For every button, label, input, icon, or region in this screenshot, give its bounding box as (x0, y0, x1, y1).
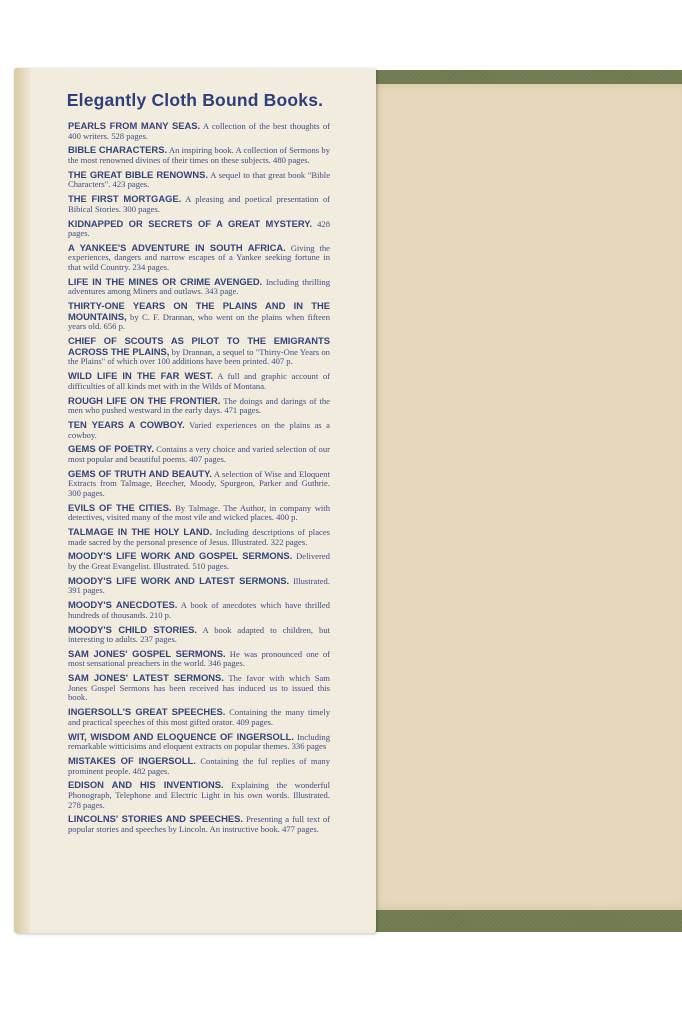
book-title: MOODY'S LIFE WORK AND GOSPEL SERMONS. (68, 550, 293, 562)
endpaper (370, 84, 682, 910)
book-description: A collection of the best thoughts of 400 writers. 528 pages. (68, 121, 330, 141)
book-entry (68, 194, 330, 214)
book-entry (68, 145, 330, 165)
book-title: LIFE IN THE MINES OR CRIME AVENGED. (68, 275, 263, 287)
book-title: EDISON AND HIS INVENTIONS. (68, 779, 224, 791)
book-entry (68, 576, 330, 596)
page-title: Elegantly Cloth Bound Books. (66, 90, 324, 110)
book-title: WIT, WISDOM AND ELOQUENCE OF INGERSOLL. (68, 730, 294, 742)
book-description: Containing the ful replies of many prominent people. 482 pages. (68, 755, 330, 776)
book-entry (68, 170, 330, 190)
book-entry (68, 503, 330, 523)
book-title: PEARLS FROM MANY SEAS. (68, 120, 201, 131)
book-entry (68, 396, 330, 416)
book-entry (68, 243, 330, 273)
book-entry (68, 371, 330, 391)
book-title: THE GREAT BIBLE RENOWNS. (68, 168, 208, 180)
book-entry (68, 551, 330, 571)
book-description: Including descriptions of places made sacred by the personal presence of Jesus. Illustrated. 322 pages. (68, 527, 330, 547)
book-description: Including thrilling adventures among Miners and outlaws. 343 page. (68, 276, 330, 297)
book-entry (68, 301, 330, 332)
book-entry (68, 732, 330, 752)
book-description: An inspiring book. A collection of Sermons by the most renowned divines of their times on these subjects. 480 pages. (68, 145, 330, 165)
book-description: Varied experiences on the plains as a cowboy. (68, 419, 330, 440)
book-title: BIBLE CHARACTERS. (68, 144, 168, 156)
book-title: CHIEF OF SCOUTS AS PILOT TO THE EMIGRANTS ACROSS THE PLAINS, (68, 335, 330, 357)
book-title: THIRTY-ONE YEARS ON THE PLAINS AND IN THE MOUNTAINS, (68, 300, 330, 322)
book-description: He was pronounced one of most sensational preachers in the world. 346 pages. (68, 648, 330, 669)
book-entry (68, 121, 330, 141)
book-entry (68, 649, 330, 669)
book-entry (68, 707, 330, 727)
book-description: A book adapted to children, but interesting to adults. 237 pages. (68, 624, 330, 645)
book-entry (68, 780, 330, 810)
book-description: A book of anecdotes which have thrilled hundreds of thousands. 210 p. (68, 600, 330, 620)
book-title: MOODY'S CHILD STORIES. (68, 623, 197, 635)
book-entry (68, 469, 330, 499)
book-title: THE FIRST MORTGAGE. (68, 193, 182, 205)
book-entry (68, 756, 330, 776)
book-entry (68, 219, 330, 239)
book-entry (68, 814, 330, 834)
book-title: MOODY'S ANECDOTES. (68, 599, 178, 611)
book-description: By Talmage. The Author, in company with detectives, visited many of the most vile and wicked places. 400 p. (68, 502, 330, 523)
book-description: Delivered by the Great Evangelist. Illustrated. 510 pages. (68, 551, 330, 571)
book-description: A pleasing and poetical presentation of Bibical Stories. 300 pages. (68, 194, 330, 214)
book-description: 428 pages. (68, 218, 330, 239)
book-description: Illustrated. 391 pages. (68, 575, 330, 596)
book-entry (68, 277, 330, 297)
book-entry (68, 527, 330, 547)
book-title: MISTAKES OF INGERSOLL. (68, 754, 196, 766)
book-title: INGERSOLL'S GREAT SPEECHES. (68, 706, 226, 718)
dust-jacket-flap (14, 68, 376, 933)
book-description: Contains a very choice and varied selection of our most popular and beautiful poems. 407 pages. (68, 444, 330, 464)
book-description: Explaining the wonderful Phonograph, Telephone and Electric Light in his own words. Illustrated. 278 pages. (68, 780, 330, 810)
book-entry (68, 600, 330, 620)
book-description: by Drannan, a sequel to "Thirty-One Years on the Plains" of which over 100 additions have been printed. 407 p. (68, 346, 330, 367)
book-description: A sequel to that great book "Bible Characters". 423 pages. (68, 169, 331, 190)
book-description: Presenting a full text of popular stories and speeches by Lincoln. An instructive book. 477 pages. (68, 814, 330, 834)
book-description: The doings and darings of the men who pushed westward in the early days. 471 pages. (68, 395, 330, 416)
book-title: A YANKEE'S ADVENTURE IN SOUTH AFRICA. (68, 241, 286, 253)
book-description: The favor with which Sam Jones Gospel Sermons has been received has induced us to issued this book. (68, 673, 330, 703)
book-title: GEMS OF TRUTH AND BEAUTY. (68, 467, 212, 479)
book-description: A selection of Wise and Eloquent Extracts from Talmage, Beecher, Moody, Spurgeon, Parker and Guthrie. 300 pages. (68, 468, 330, 498)
book-entry (68, 625, 330, 645)
book-title: WILD LIFE IN THE FAR WEST. (68, 370, 214, 382)
book-title: TEN YEARS A COWBOY. (68, 418, 185, 430)
book-description: Giving the experiences, dangers and narrow escapes of a Yankee seeking fortune in that wild Country. 234 pages. (68, 242, 330, 273)
book-title: MOODY'S LIFE WORK AND LATEST SERMONS. (68, 574, 290, 586)
book-title: GEMS OF POETRY. (68, 443, 154, 455)
book-title: TALMAGE IN THE HOLY LAND. (68, 526, 213, 537)
book-entry (68, 673, 330, 703)
book-title: LINCOLNS' STORIES AND SPEECHES. (68, 813, 244, 825)
book-entry (68, 444, 330, 464)
book-entry (68, 336, 330, 367)
book-title: KIDNAPPED OR SECRETS OF A GREAT MYSTERY. (68, 217, 313, 229)
book-description: by C. F. Drannan, who went on the plains when fifteen years old. 656 p. (68, 311, 330, 332)
book-title: ROUGH LIFE ON THE FRONTIER. (68, 394, 221, 406)
book-title: EVILS OF THE CITIES. (68, 501, 172, 513)
book-description: Including remarkable witticisims and eloquent extracts on popular themes. 336 pages (68, 731, 330, 752)
book-entry (68, 420, 330, 440)
book-description: Containing the many timely and practical speeches of this most gifted orator. 409 pages. (68, 707, 330, 727)
book-list (68, 121, 330, 839)
book-description: A full and graphic account of difficulties of all kinds met with in the Wilds of Montana. (68, 371, 330, 391)
flap-edge (14, 68, 30, 933)
book-title: SAM JONES' GOSPEL SERMONS. (68, 647, 226, 659)
book-title: SAM JONES' LATEST SERMONS. (68, 672, 224, 684)
